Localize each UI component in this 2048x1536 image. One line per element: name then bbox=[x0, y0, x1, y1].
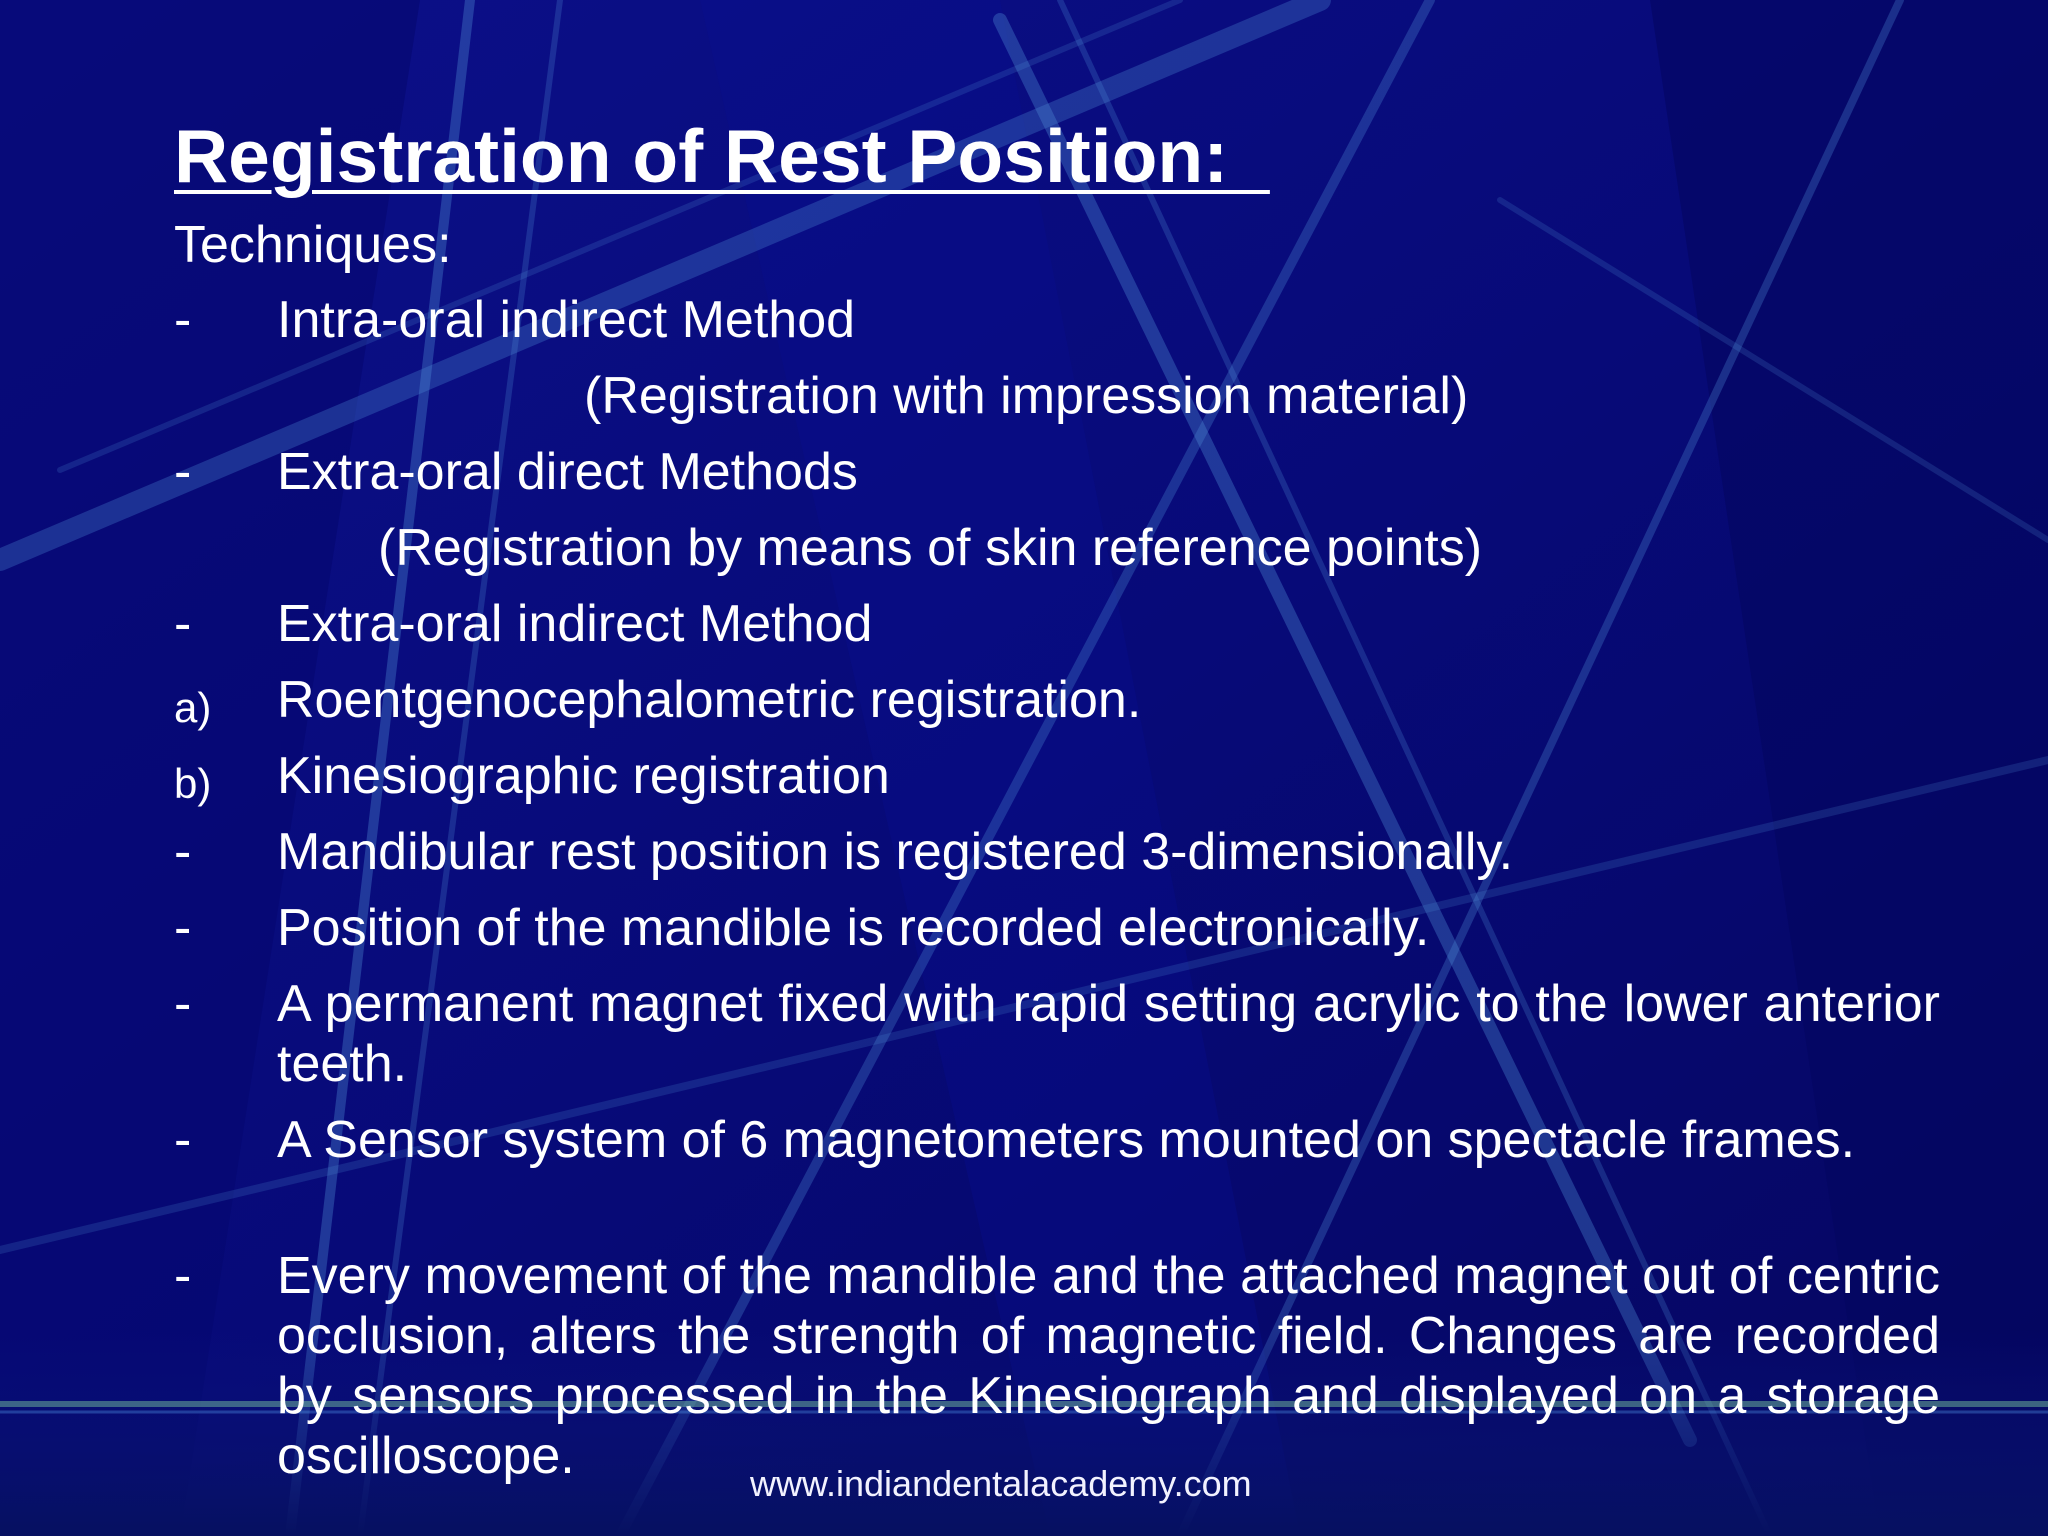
bullet-marker: - bbox=[174, 975, 192, 1033]
list-item-text: Intra-oral indirect Method bbox=[277, 291, 856, 349]
list-item-text: Mandibular rest position is registered 3-dimensionally. bbox=[277, 823, 1514, 881]
bullet-marker: - bbox=[174, 899, 192, 957]
letter-marker: a) bbox=[174, 684, 212, 731]
footer-url: www.indiandentalacademy.com bbox=[750, 1463, 1252, 1504]
list-item-note: (Registration with impression material) bbox=[584, 367, 1469, 425]
list-item-text: Position of the mandible is recorded electronically. bbox=[277, 899, 1430, 957]
bullet-marker: - bbox=[174, 291, 192, 349]
list-item-text: A Sensor system of 6 magnetometers mounted on spectacle frames. bbox=[277, 1111, 1856, 1169]
list-item-text: A permanent magnet fixed with rapid setting acrylic to the lower anterior teeth. bbox=[277, 975, 1940, 1093]
list-item-text: Kinesiographic registration bbox=[277, 747, 890, 805]
techniques-heading: Techniques: bbox=[174, 216, 452, 274]
bullet-marker: - bbox=[174, 443, 192, 501]
list-item-text: Extra-oral indirect Method bbox=[277, 595, 873, 653]
bullet-marker: - bbox=[174, 823, 192, 881]
list-item-text: Extra-oral direct Methods bbox=[277, 443, 858, 501]
list-item-text: Every movement of the mandible and the attached magnet out of centric occlusion, alters the strength of magnetic field. Changes are recorded by sensors processed in the Kinesiograph and displayed on a storage oscilloscope. bbox=[277, 1247, 1940, 1485]
bullet-marker: - bbox=[174, 595, 192, 653]
list-item-text: Roentgenocephalometric registration. bbox=[277, 671, 1142, 729]
list-item-note: (Registration by means of skin reference points) bbox=[378, 519, 1483, 577]
bullet-marker: - bbox=[174, 1111, 192, 1169]
bullet-marker: - bbox=[174, 1247, 192, 1305]
letter-marker: b) bbox=[174, 760, 212, 807]
slide-title: Registration of Rest Position: bbox=[174, 114, 1270, 198]
